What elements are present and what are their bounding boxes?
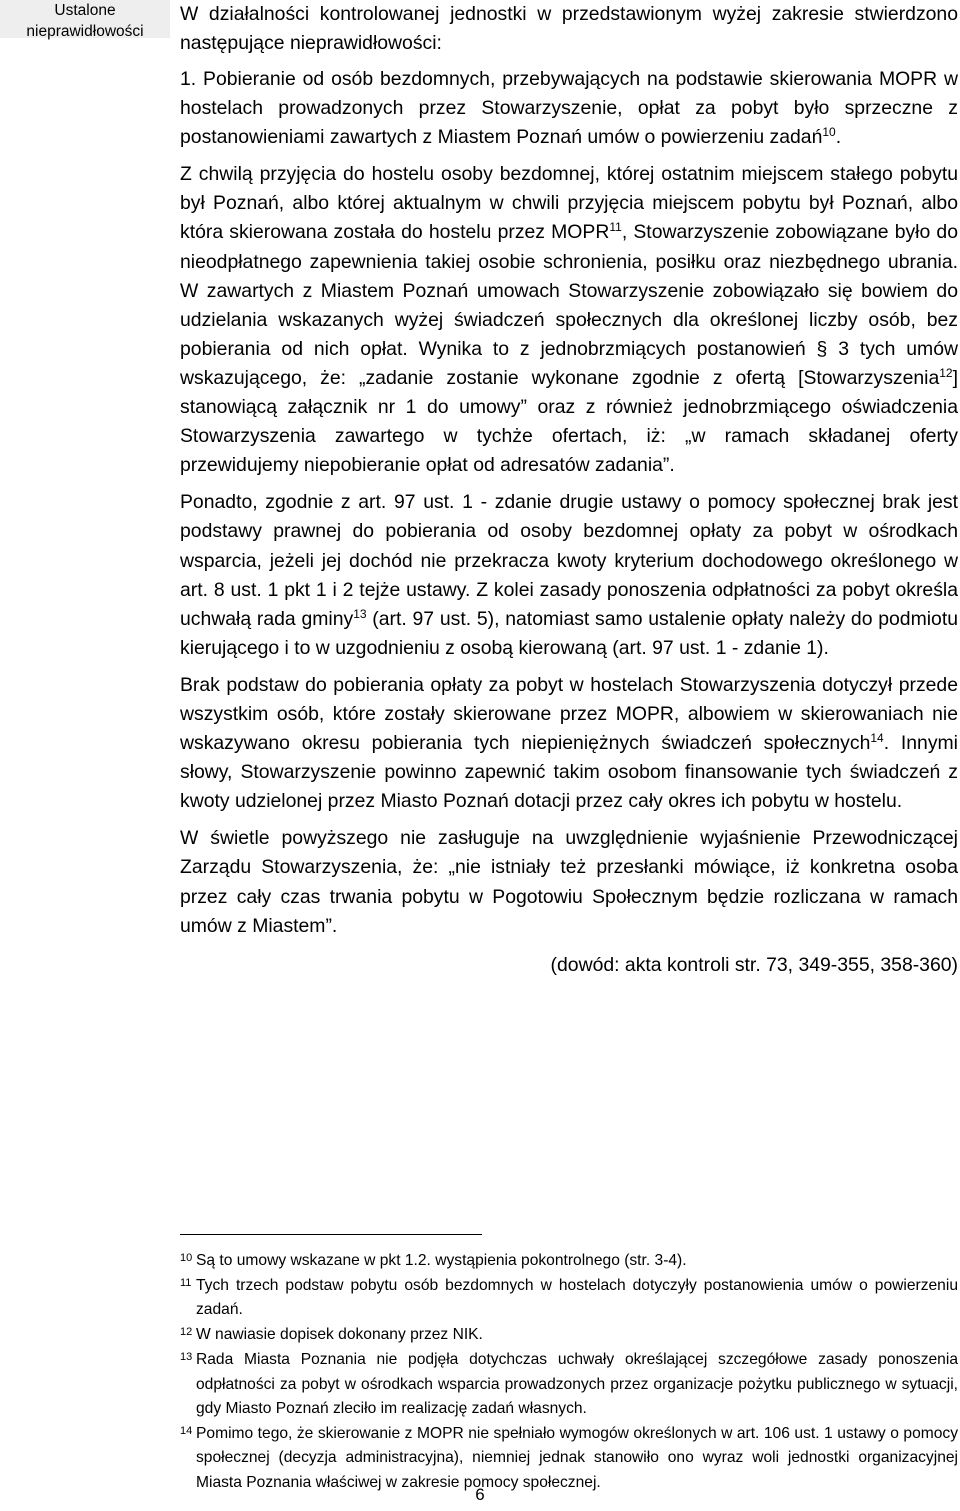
paragraph-5: W świetle powyższego nie zasługuje na uwzględnienie wyjaśnienie Przewodniczącej Zarządu Stowarzyszenia, że: „nie istniały też przesłanki mówiące, iż konkretna osoba przez cały czas trwania pobytu w Pogotowiu Społecznym będzie rozliczana w ramach umów z Miastem”. [180, 827, 958, 937]
footnote-ref-10[interactable]: 10 [822, 125, 836, 140]
footnote-text: Rada Miasta Poznania nie podjęła dotychczas uchwały określającej szczegółowe zasady ponoszenia odpłatności za pobyt w ośrodkach wsparcia prowadzonych przez organizacje pożytku publicznego w sytuacji, gdy Miasto Poznań zleciło im realizację zadań własnych. [196, 1351, 958, 1417]
footnote-separator [180, 1234, 482, 1235]
footnotes [180, 1249, 958, 1495]
footnote-text: W nawiasie dopisek dokonany przez NIK. [196, 1326, 483, 1344]
paragraph-3-text-b: (art. 97 ust. 5), natomiast samo ustalenie opłaty należy do podmiotu kierującego i to w uzgodnieniu z osobą kierowaną (art. 97 ust. 1 - zdanie 1). [180, 607, 958, 659]
finding-1-end: . [835, 126, 842, 149]
paragraph-4-text-a: Brak podstaw do pobierania opłaty za pobyt w hostelach Stowarzyszenia dotyczył przede wszystkim osób, które zostały skierowane przez MOPR, albowiem w skierowaniach nie wskazywano okresu pobierania tych niepieniężnych świadczeń społecznych [180, 673, 958, 755]
sidebar-label [0, 0, 170, 38]
footnote-number: 14 [180, 1424, 193, 1437]
paragraph-2-text-c: ] stanowiącą załącznik nr 1 do umowy” oraz z również jednobrzmiącego oświadczenia Stowarzyszenia zawartego w tychże ofertach, iż: „w ramach składanej oferty przewidujemy niepobieranie opłat od adresatów zadania”. [180, 366, 958, 477]
sidebar-label-line2: nieprawidłowości [26, 23, 144, 40]
footnote-number: 13 [180, 1351, 193, 1364]
footnote-text: Pomimo tego, że skierowanie z MOPR nie spełniało wymogów określonych w art. 106 ust. 1 ustawy o pomocy społecznej (decyzja administracyjna), niemniej jednak stanowiło ono wyraz woli jednostki organizacyjnej Miasta Poznania właściwej w zakresie pomocy społecznej. [196, 1424, 958, 1491]
paragraph-3 [180, 488, 958, 663]
evidence-reference: (dowód: akta kontroli str. 73, 349-355, 358-360) [550, 953, 958, 976]
paragraph-4-text-b: . Innymi słowy, Stowarzyszenie powinno zapewnić takim osobom finansowanie tych świadczeń z kwoty udzielonej przez Miasto Poznań dotacji przez cały okres ich pobytu w hostelu. [180, 732, 958, 813]
footnote-12 [180, 1323, 958, 1347]
footnote-ref-11[interactable]: 11 [609, 220, 622, 235]
footnote-number: 11 [180, 1276, 192, 1289]
finding-1-paragraph [180, 65, 958, 152]
footnote-ref-13[interactable]: 13 [353, 606, 367, 621]
sidebar-label-line1: Ustalone [54, 2, 116, 19]
footnote-number: 12 [180, 1326, 193, 1339]
footnote-number: 10 [180, 1252, 193, 1264]
footnote-13 [180, 1348, 958, 1421]
document-body [180, 0, 958, 980]
footnote-text: Są to umowy wskazane w pkt 1.2. wystąpienia pokontrolnego (str. 3-4). [196, 1252, 687, 1269]
intro-paragraph: W działalności kontrolowanej jednostki w przedstawionym wyżej zakresie stwierdzono następujące nieprawidłowości: [180, 3, 958, 54]
paragraph-3-text-a: Ponadto, zgodnie z art. 97 ust. 1 - zdanie drugie ustawy o pomocy społecznej brak jest podstawy prawnej do pobierania od osoby bezdomnej opłaty za pobyt w ośrodkach wsparcia, jeżeli jej dochód nie przekracza kwoty kryterium dochodowego określonego w art. 8 ust. 1 pkt 1 i 2 tejże ustawy. Z kolei zasady ponoszenia odpłatności za pobyt określa uchwałą rada gminy [180, 491, 958, 630]
paragraph-2 [180, 160, 958, 480]
page-number: 6 [475, 1485, 485, 1504]
paragraph-4 [180, 671, 958, 816]
footnote-11 [180, 1274, 958, 1323]
footnote-text: Tych trzech podstaw pobytu osób bezdomnych w hostelach dotyczyły postanowienia umów o powierzeniu zadań. [196, 1276, 958, 1319]
paragraph-2-text-b: , Stowarzyszenie zobowiązane było do nieodpłatnego zapewnienia takiej osobie schronienia, posiłku oraz niezbędnego ubrania. W zawartych z Miastem Poznań umowach Stowarzyszenie zobowiązało się bowiem do udzielania wskazanych wyżej świadczeń społecznych dla określonej liczby osób, bez pobierania od nich opłat. Wynika to z jednobrzmiących postanowień § 3 tych umów wskazującego, że: „zadanie zostanie wykonane zgodnie z ofertą [Stowarzyszenia [180, 221, 959, 389]
paragraph-2-text-a: Z chwilą przyjęcia do hostelu osoby bezdomnej, której ostatnim miejscem stałego pobytu był Poznań, albo której aktualnym w chwili przyjęcia miejscem pobytu był Poznań, albo która skierowana została do hostelu przez MOPR [180, 163, 958, 244]
footnote-ref-14[interactable]: 14 [870, 731, 884, 746]
footnote-10 [180, 1249, 958, 1273]
footnote-ref-12[interactable]: 12 [939, 365, 953, 380]
finding-1-text: 1. Pobieranie od osób bezdomnych, przebywających na podstawie skierowania MOPR w hostelach prowadzonych przez Stowarzyszenie, opłat za pobyt było sprzeczne z postanowieniami zawartych z Miastem Poznań umów o powierzeniu zadań [180, 68, 958, 149]
